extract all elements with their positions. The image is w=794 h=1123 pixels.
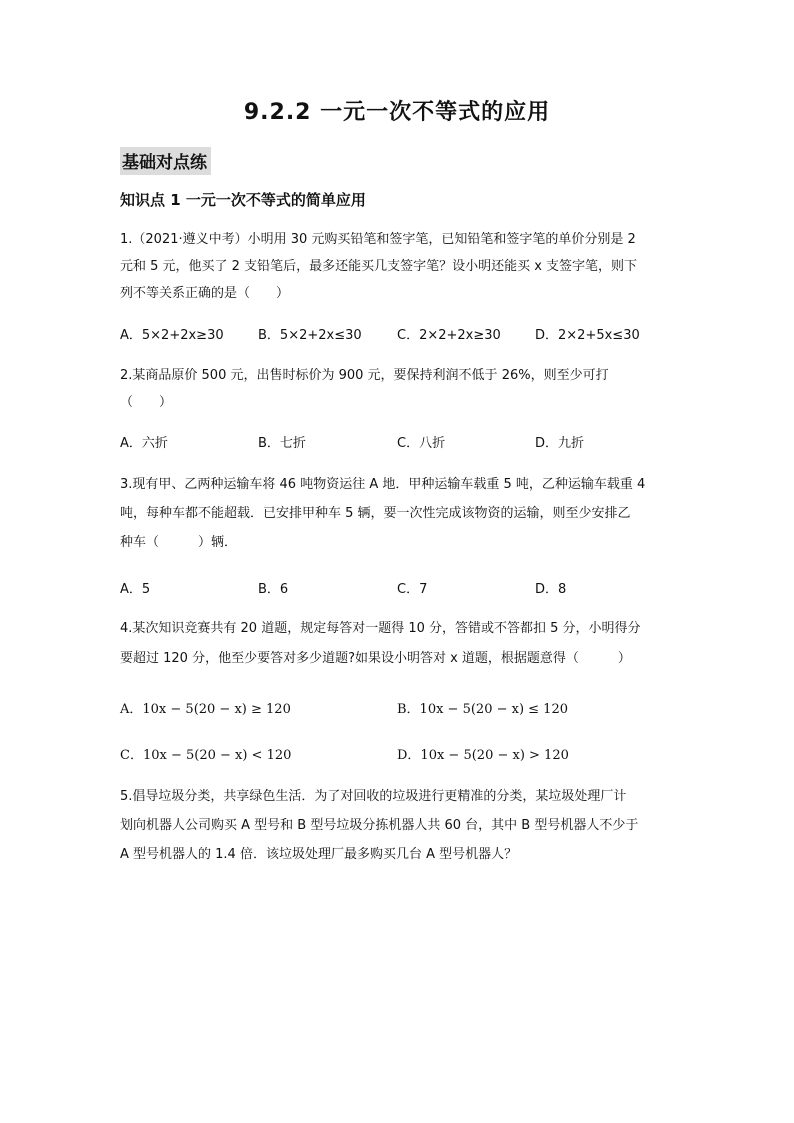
option-b: B．七折 — [258, 436, 306, 451]
question-4-options-row2 — [120, 744, 680, 764]
option-c: C．10x − 5(20 − x) < 120 — [120, 748, 292, 763]
option-b: B．5×2+2x≤30 — [258, 328, 362, 343]
question-line: 5.倡导垃圾分类，共享绿色生活．为了对回收的垃圾进行更精准的分类，某垃圾处理厂计 — [120, 789, 627, 804]
question-5-text — [120, 782, 680, 869]
question-4-options-row1 — [120, 698, 680, 718]
question-line: 列不等关系正确的是（ ） — [120, 286, 290, 301]
question-line: 要超过 120 分，他至少要答对多少道题?如果设小明答对 x 道题，根据题意得（ ） — [120, 651, 631, 666]
question-line: 元和 5 元，他买了 2 支铅笔后，最多还能买几支签字笔？设小明还能买 x 支签字笔，则下 — [120, 259, 638, 274]
section-heading: 基础对点练 — [120, 147, 211, 175]
question-line: A 型号机器人的 1.4 倍．该垃圾处理厂最多购买几台 A 型号机器人？ — [120, 847, 518, 862]
question-line: 3.现有甲、乙两种运输车将 46 吨物资运往 A 地．甲种运输车载重 5 吨，乙种运输车载重 4 — [120, 477, 646, 492]
question-line: 2.某商品原价 500 元，出售时标价为 900 元，要保持利润不低于 26%，则至少可打 — [120, 368, 609, 383]
question-4-text — [120, 614, 680, 674]
question-line: 4.某次知识竞赛共有 20 道题，规定每答对一题得 10 分，答错或不答都扣 5 分，小明得分 — [120, 621, 641, 636]
option-c: C．7 — [397, 582, 428, 597]
question-3-text — [120, 470, 680, 557]
option-c: C．2×2+2x≥30 — [397, 328, 501, 343]
option-d: D．8 — [535, 582, 567, 597]
option-b: B．6 — [258, 582, 289, 597]
option-d: D．10x − 5(20 − x) > 120 — [397, 748, 569, 763]
option-a: A．5×2+2x≥30 — [120, 328, 224, 343]
option-a: A．六折 — [120, 436, 168, 451]
option-c: C．八折 — [397, 436, 446, 451]
question-2-text — [120, 362, 680, 416]
option-d: D．2×2+5x≤30 — [535, 328, 640, 343]
question-2-options — [120, 432, 680, 452]
knowledge-point-heading: 知识点 1 一元一次不等式的简单应用 — [120, 191, 366, 209]
question-line: 1.（2021·遵义中考）小明用 30 元购买铅笔和签字笔，已知铅笔和签字笔的单价分别是 2 — [120, 232, 636, 247]
question-line: 种车（ ）辆． — [120, 535, 238, 550]
option-a: A．5 — [120, 582, 151, 597]
question-1-text — [120, 226, 680, 307]
question-line: （ ） — [120, 395, 173, 410]
option-a: A．10x − 5(20 − x) ≥ 120 — [120, 702, 291, 717]
option-d: D．九折 — [535, 436, 585, 451]
page-title: 9.2.2 一元一次不等式的应用 — [243, 100, 551, 125]
question-3-options — [120, 578, 680, 598]
question-line: 划向机器人公司购买 A 型号和 B 型号垃圾分拣机器人共 60 台，其中 B 型号机器人不少于 — [120, 818, 639, 833]
option-b: B．10x − 5(20 − x) ≤ 120 — [397, 702, 568, 717]
question-1-options — [120, 324, 680, 344]
question-line: 吨，每种车都不能超载．已安排甲种车 5 辆，要一次性完成该物资的运输，则至少安排乙 — [120, 506, 631, 521]
